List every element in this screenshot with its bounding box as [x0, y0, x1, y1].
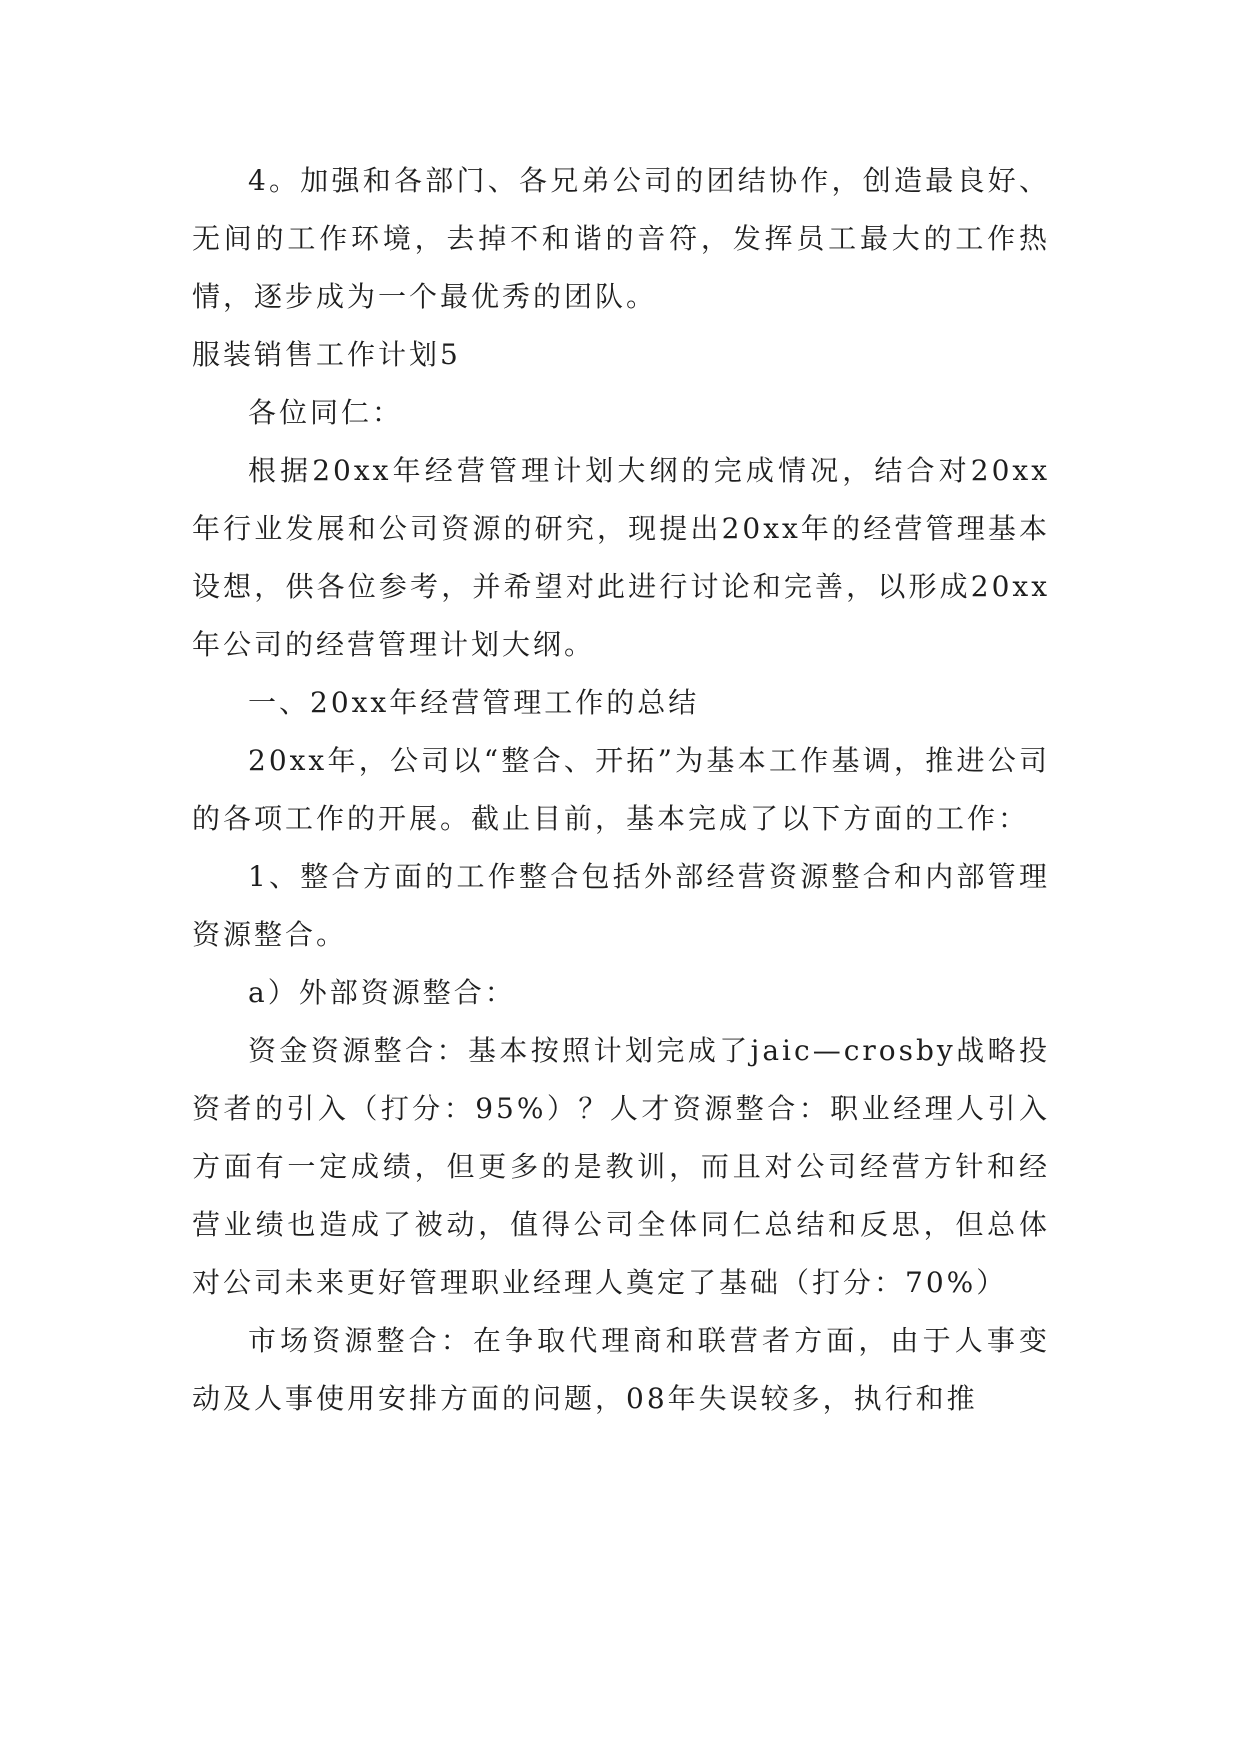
- paragraph-summary: 20xx年，公司以“整合、开拓”为基本工作基调，推进公司的各项工作的开展。截止目前，基本完成了以下方面的工作：: [192, 744, 1050, 835]
- paragraph-external-resources: a）外部资源整合：: [248, 976, 516, 1009]
- paragraph-capital-talent: 资金资源整合：基本按照计划完成了jaic—crosby战略投资者的引入（打分：95%）？人才资源整合：职业经理人引入方面有一定成绩，但更多的是教训，而且对公司经营方针和经营业绩也造成了被动，值得公司全体同仁总结和反思，但总体对公司未来更好管理职业经理人奠定了基础（打分：70%）: [192, 1034, 1050, 1299]
- paragraph-teamwork: 4。加强和各部门、各兄弟公司的团结协作，创造最良好、无间的工作环境，去掉不和谐的音符，发挥员工最大的工作热情，逐步成为一个最优秀的团队。: [192, 164, 1050, 313]
- subsection-heading: 一、20xx年经营管理工作的总结: [248, 686, 700, 719]
- section-title: 服装销售工作计划5: [192, 338, 461, 371]
- paragraph-market-resources: 市场资源整合：在争取代理商和联营者方面，由于人事变动及人事使用安排方面的问题，08年失误较多，执行和推: [192, 1324, 1050, 1415]
- paragraph-intro: 根据20xx年经营管理计划大纲的完成情况，结合对20xx年行业发展和公司资源的研究，现提出20xx年的经营管理基本设想，供各位参考，并希望对此进行讨论和完善，以形成20xx年公司的经营管理计划大纲。: [192, 454, 1050, 661]
- paragraph-integration: 1、整合方面的工作整合包括外部经营资源整合和内部管理资源整合。: [192, 860, 1050, 951]
- salutation: 各位同仁：: [248, 396, 404, 429]
- document-body: [192, 152, 1050, 1428]
